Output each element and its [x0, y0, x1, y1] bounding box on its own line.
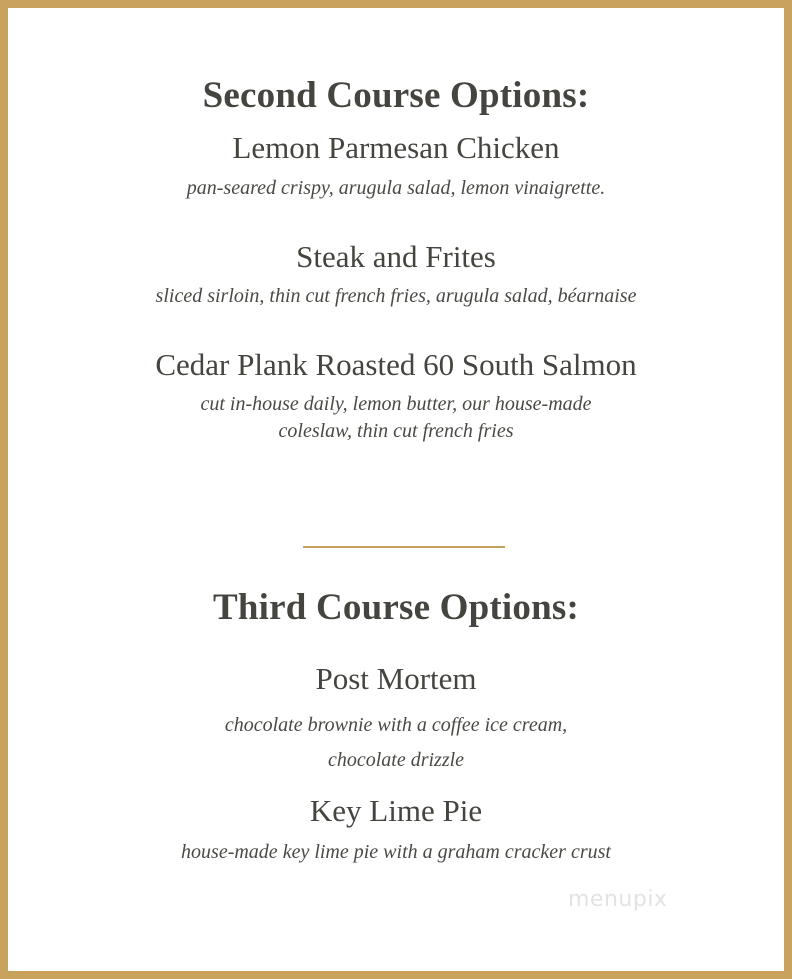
dish-description-line: chocolate brownie with a coffee ice cream, [224, 713, 568, 736]
dish-name: Steak and Frites [296, 238, 496, 274]
dish-description [8, 708, 784, 778]
dish-description-line: cut in-house daily, lemon butter, our house-made [200, 392, 592, 415]
menu-item-key-lime-pie [8, 792, 784, 866]
menu-item-cedar-plank-salmon [8, 346, 784, 445]
menu-item-post-mortem [8, 660, 784, 777]
second-course-section [8, 74, 784, 445]
dish-description [8, 391, 784, 445]
third-course-section [8, 586, 784, 880]
second-course-heading: Second Course Options: [202, 75, 590, 116]
dish-description-line: sliced sirloin, thin cut french fries, arugula salad, béarnaise [155, 284, 637, 307]
section-divider [303, 546, 505, 548]
third-course-heading: Third Course Options: [212, 587, 580, 628]
dish-name: Cedar Plank Roasted 60 South Salmon [155, 346, 637, 382]
dish-description-line: house-made key lime pie with a graham cracker crust [181, 840, 611, 863]
dish-name: Post Mortem [315, 661, 477, 697]
dish-name: Key Lime Pie [309, 792, 483, 828]
dish-description [8, 175, 784, 202]
menupix-watermark: menupix [568, 887, 668, 912]
dish-name: Lemon Parmesan Chicken [232, 130, 560, 166]
dish-description [8, 283, 784, 310]
dish-description [8, 839, 784, 866]
dish-description-line: pan-seared crispy, arugula salad, lemon vinaigrette. [186, 176, 606, 199]
menu-item-steak-and-frites [8, 238, 784, 310]
menu-item-lemon-parmesan-chicken [8, 129, 784, 201]
dish-description-line: coleslaw, thin cut french fries [278, 419, 514, 442]
dish-description-line: chocolate drizzle [327, 748, 465, 771]
